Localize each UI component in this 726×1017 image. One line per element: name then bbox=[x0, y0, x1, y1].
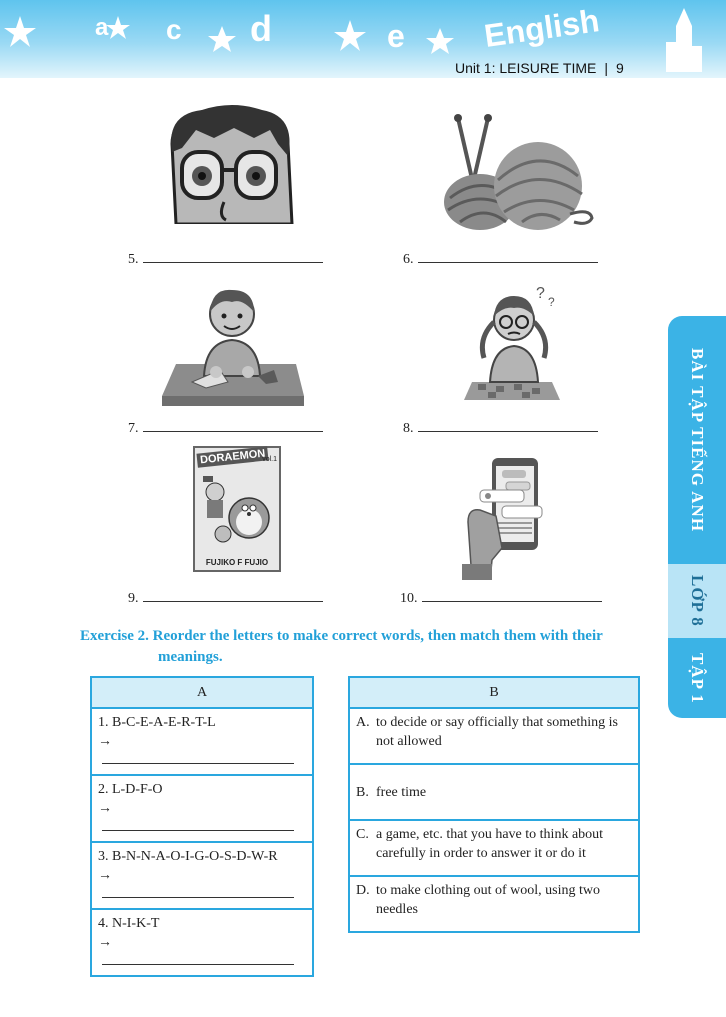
meaning-label: A. bbox=[356, 715, 370, 730]
arrow-icon: → bbox=[98, 801, 112, 816]
table-row bbox=[349, 820, 639, 876]
answer-number: 8. bbox=[403, 421, 414, 436]
side-tab-volume-text: TẬP 1 bbox=[688, 652, 707, 704]
page-header bbox=[0, 0, 726, 90]
answer-9 bbox=[128, 589, 323, 607]
answer-line[interactable] bbox=[98, 866, 306, 904]
table-row bbox=[91, 708, 313, 775]
answer-8 bbox=[403, 419, 598, 437]
svg-text:?: ? bbox=[536, 285, 545, 302]
bored-face-icon bbox=[162, 104, 298, 224]
exercise-title-text: Exercise 2. Reorder the letters to make correct words, then match them with their bbox=[80, 628, 603, 644]
answer-blank[interactable] bbox=[102, 885, 294, 898]
scrambled-word: 2. L-D-F-O bbox=[98, 782, 163, 797]
header-letter-d: d bbox=[250, 8, 272, 49]
side-tab-title bbox=[668, 316, 726, 564]
header-letter-a: a bbox=[95, 14, 109, 41]
scrambled-word: 3. B-N-N-A-O-I-G-O-S-D-W-R bbox=[98, 849, 278, 864]
comic-book-icon bbox=[193, 446, 281, 572]
answer-blank[interactable] bbox=[102, 751, 294, 764]
side-tab-grade bbox=[668, 564, 726, 638]
scrambled-word: 1. B-C-E-A-E-R-T-L bbox=[98, 715, 216, 730]
comic-volume: vol.1 bbox=[262, 456, 277, 463]
castle-icon bbox=[662, 8, 706, 72]
answer-blank[interactable] bbox=[143, 250, 323, 263]
header-letter-e: e bbox=[387, 18, 405, 54]
answer-line[interactable] bbox=[98, 799, 306, 837]
unit-title: Unit 1: LEISURE TIME bbox=[455, 60, 597, 76]
answer-7 bbox=[128, 419, 323, 437]
header-letter-c: c bbox=[166, 14, 182, 45]
phone-messaging-icon bbox=[462, 456, 552, 580]
answer-line[interactable] bbox=[98, 933, 306, 971]
arrow-icon: → bbox=[98, 935, 112, 950]
exercise-title-cont: meanings. bbox=[158, 649, 223, 665]
meaning-text: a game, etc. that you have to think about carefully in order to answer it or do it bbox=[376, 827, 604, 861]
meaning-text: free time bbox=[376, 784, 427, 800]
answer-number: 9. bbox=[128, 591, 139, 606]
answer-number: 7. bbox=[128, 421, 139, 436]
answer-number: 6. bbox=[403, 252, 414, 267]
page-number: 9 bbox=[615, 60, 624, 76]
table-row bbox=[349, 708, 639, 764]
girl-puzzle-icon bbox=[462, 282, 562, 404]
side-tab bbox=[668, 316, 726, 718]
answer-blank[interactable] bbox=[143, 589, 323, 602]
doraemon-illustration bbox=[199, 470, 275, 550]
answer-line[interactable] bbox=[98, 732, 306, 770]
answer-6 bbox=[403, 250, 598, 268]
table-row bbox=[91, 842, 313, 909]
table-column-b bbox=[348, 676, 640, 933]
answer-blank[interactable] bbox=[418, 419, 598, 432]
side-tab-volume bbox=[668, 638, 726, 718]
meaning-label: D. bbox=[356, 883, 370, 898]
meaning-text: to decide or say officially that something is not allowed bbox=[376, 715, 618, 749]
exercise-title bbox=[80, 626, 640, 668]
table-row bbox=[91, 775, 313, 842]
column-a-header: A bbox=[91, 677, 313, 708]
answer-blank[interactable] bbox=[102, 818, 294, 831]
side-tab-title-text: BÀI TẬP TIẾNG ANH bbox=[688, 347, 707, 533]
answer-10 bbox=[400, 589, 602, 607]
answer-blank[interactable] bbox=[102, 952, 294, 965]
comic-title: DORAEMON bbox=[196, 446, 268, 467]
comic-author: FUJIKO F FUJIO bbox=[205, 558, 269, 567]
meaning-label: B. bbox=[356, 784, 369, 800]
header-brand: English bbox=[481, 2, 602, 54]
meaning-text: to make clothing out of wool, using two needles bbox=[376, 883, 600, 917]
answer-blank[interactable] bbox=[143, 419, 323, 432]
answer-number: 5. bbox=[128, 252, 139, 267]
scrambled-word: 4. N-I-K-T bbox=[98, 916, 160, 931]
answer-5 bbox=[128, 250, 323, 268]
boy-folding-paper-icon bbox=[162, 284, 304, 408]
divider: | bbox=[604, 60, 608, 76]
side-tab-grade-text: LỚP 8 bbox=[688, 575, 707, 627]
yarn-knitting-icon bbox=[440, 114, 596, 232]
meaning-label: C. bbox=[356, 827, 369, 842]
answer-blank[interactable] bbox=[418, 250, 598, 263]
answer-blank[interactable] bbox=[422, 589, 602, 602]
arrow-icon: → bbox=[98, 868, 112, 883]
column-b-header: B bbox=[349, 677, 639, 708]
running-head bbox=[455, 60, 624, 76]
arrow-icon: → bbox=[98, 734, 112, 749]
answer-number: 10. bbox=[400, 591, 418, 606]
svg-text:?: ? bbox=[548, 295, 555, 309]
table-row bbox=[91, 909, 313, 976]
table-column-a bbox=[90, 676, 314, 977]
table-row bbox=[349, 764, 639, 820]
table-row bbox=[349, 876, 639, 932]
